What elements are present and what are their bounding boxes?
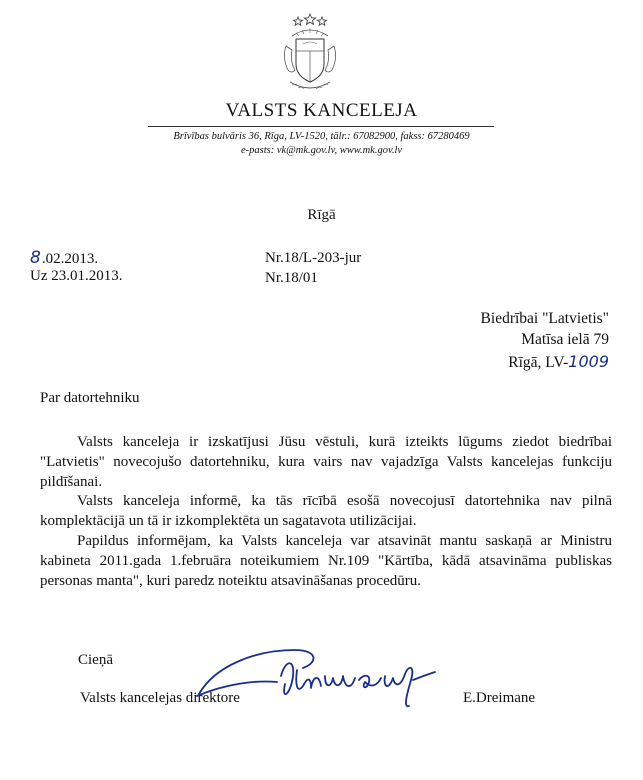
coat-of-arms-icon [278,12,342,98]
body-paragraph-3: Papildus informējam, ka Valsts kanceleja var atsavināt mantu saskaņā ar Ministru kabineta 2011.gada 1.februāra noteikumiem Nr.109 "Kārtība, kādā atsavināma publiskas personas manta", kuri paredz noteiktu atsavināšanas procedūru. [40,533,612,589]
recipient-city [508,352,609,372]
recipient-city-prefix: Rīgā, LV- [508,354,569,371]
header-divider [148,126,494,127]
body-paragraph-2: Valsts kanceleja informē, ka tās rīcībā esošā novecojusī datortehnika nav pilnā komplektācijā un tā ir izkomplektēta un sagatavota utilizācijai. [40,493,612,529]
letter-subject: Par datortehniku [40,390,140,406]
letter-date [30,248,98,268]
signer-title: Valsts kancelejas direktore [80,690,240,706]
letter-place: Rīgā [307,207,336,223]
closing-greeting: Cieņā [78,652,113,668]
recipient-street: Matīsa ielā 79 [521,331,609,348]
handwritten-postcode: 1009 [568,352,609,371]
reference-number: Nr.18/01 [265,270,318,286]
reference-date: Uz 23.01.2013. [30,268,123,284]
handwritten-day: 8 [30,248,41,268]
letter-number: Nr.18/L-203-jur [265,250,362,266]
organization-address: Brīvības bulvāris 36, Rīga, LV-1520, tālr.: 67082900, fakss: 67280469 [173,131,470,142]
body-paragraph-1: Valsts kanceleja ir izskatījusi Jūsu vēstuli, kurā izteikts lūgums ziedot biedrībai "Latvietis" novecojušo datortehniku, kura vairs nav vajadzīga Valsts kancelejas funkciju pildīšanai. [40,434,612,490]
signer-name: E.Dreimane [463,690,536,706]
recipient-name: Biedrībai "Latvietis" [480,310,609,327]
handwritten-signature [185,636,455,716]
organization-name: VALSTS KANCELEJA [225,100,418,121]
organization-contacts: e-pasts: vk@mk.gov.lv, www.mk.gov.lv [240,145,403,156]
date-month-year: .02.2013. [41,251,99,267]
